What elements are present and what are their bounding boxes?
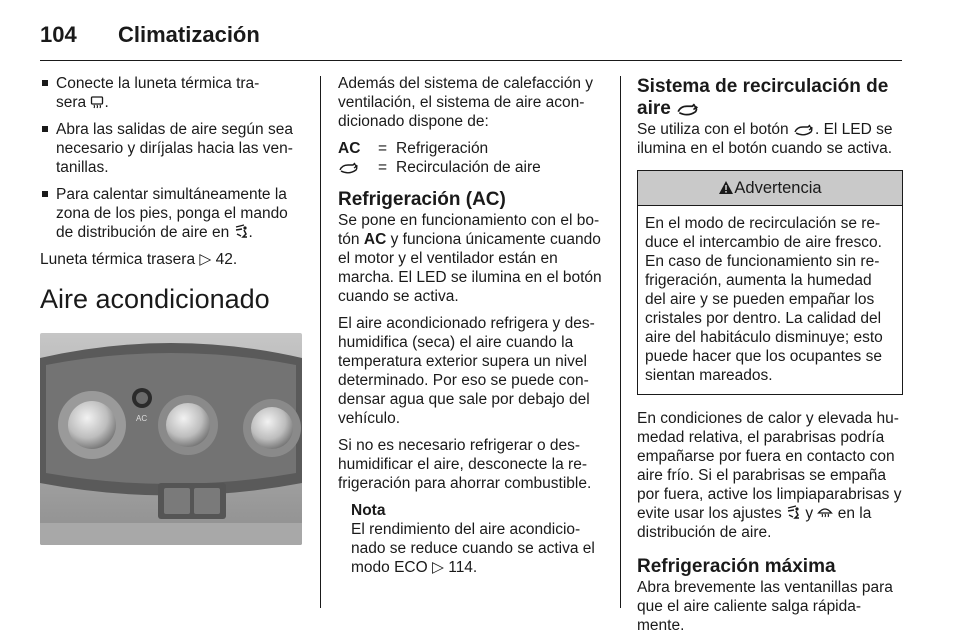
definition-row-ac: AC = Refrigeración [338,140,489,157]
note-title: Nota [351,502,386,519]
section-title: Aire acondicionado [40,284,270,314]
bullet-rear-window: Conecte la luneta térmica tra- sera . [40,74,304,112]
recirculation-icon [676,103,700,116]
ac-button-label: AC [136,414,148,423]
reference-arrow-icon: ▷ [199,251,212,268]
bullet-footwell: Para calentar simultáneamente la zona de los pies, ponga el mando de distribución de aire en . [40,185,304,242]
column-divider-1 [320,76,321,608]
bullet-air-vents: Abra las salidas de aire según sea necesario y diríjalas hacia las ven-tanillas. [40,120,304,177]
note-text: El rendimiento del aire acondicio-nado se reduce cuando se activa el modo ECO ▷ 114. [351,521,595,576]
paragraph-ac-button: Se pone en funcionamiento con el bo-tón AC y funciona únicamente cuando el motor y el ventilador están en marcha. El LED se ilumina en el botón cuando se activa. [338,212,602,305]
note-block [338,501,604,577]
heading-recirculation: Sistema de recirculación de aire [637,76,889,119]
windscreen-defrost-icon [817,505,833,520]
air-distribution-feet-windscreen-icon [234,224,249,239]
heading-cooling: Refrigeración (AC) [338,189,506,210]
reference-arrow-icon: ▷ [431,559,444,576]
heading-max-cooling: Refrigeración máxima [637,556,836,577]
warning-text: En el modo de recirculación se re-duce el intercambio de aire fresco. En caso de funcionamiento sin re-frigeración, aumenta la humedad del aire y se pueden empañar los cristales por dentro. La calidad del aire del habitáculo disminuye; esto puede hacer que los ocupantes se sientan mareados. [645,215,883,384]
paragraph-dehumidify: El aire acondicionado refrigera y des-humidifica (seca) el aire cuando la temperatura exterior supera un nivel determinado. Por eso se puede con-densar agua que sale por debajo del vehículo. [338,315,595,427]
rear-window-heater-icon [90,95,104,109]
cross-reference: Luneta térmica trasera ▷ 42. [40,251,238,268]
air-distribution-feet-windscreen-icon [786,505,801,520]
header-rule [40,60,902,61]
column-3 [637,74,903,643]
paragraph-recirc-button: Se utiliza con el botón . El LED se ilumina en el botón cuando se activa. [637,121,893,157]
definition-row-recirculation: = Recirculación de aire [338,158,604,177]
recirculation-icon [793,124,815,136]
column-divider-2 [620,76,621,608]
paragraph-max-cooling: Abra brevemente las ventanillas para que el aire caliente salga rápida-mente. [637,579,893,634]
paragraph-save-fuel: Si no es necesario refrigerar o des-humidificar el aire, desconecte la re-frigeración para ahorrar combustible. [338,437,592,492]
intro-text: Además del sistema de calefacción y ventilación, el sistema de aire acon-dicionado dispone de: [338,75,594,130]
column-1 [40,74,304,545]
page-header [40,22,260,48]
warning-header: Advertencia [638,171,902,206]
column-2 [338,74,604,577]
warning-box [637,170,903,395]
climate-control-photo [40,333,302,545]
recirculation-icon [338,162,360,174]
paragraph-windscreen: En condiciones de calor y elevada hu-medad relativa, el parabrisas podría empañarse por fuera en contacto con aire frío. Si el parabrisas se empaña por fuera, active los limpiaparabrisas y evite usar los ajustes y en la distribución de aire. [637,410,902,541]
warning-triangle-icon [718,180,734,195]
page-number: 104 [40,22,77,47]
page-title: Climatización [118,22,260,47]
